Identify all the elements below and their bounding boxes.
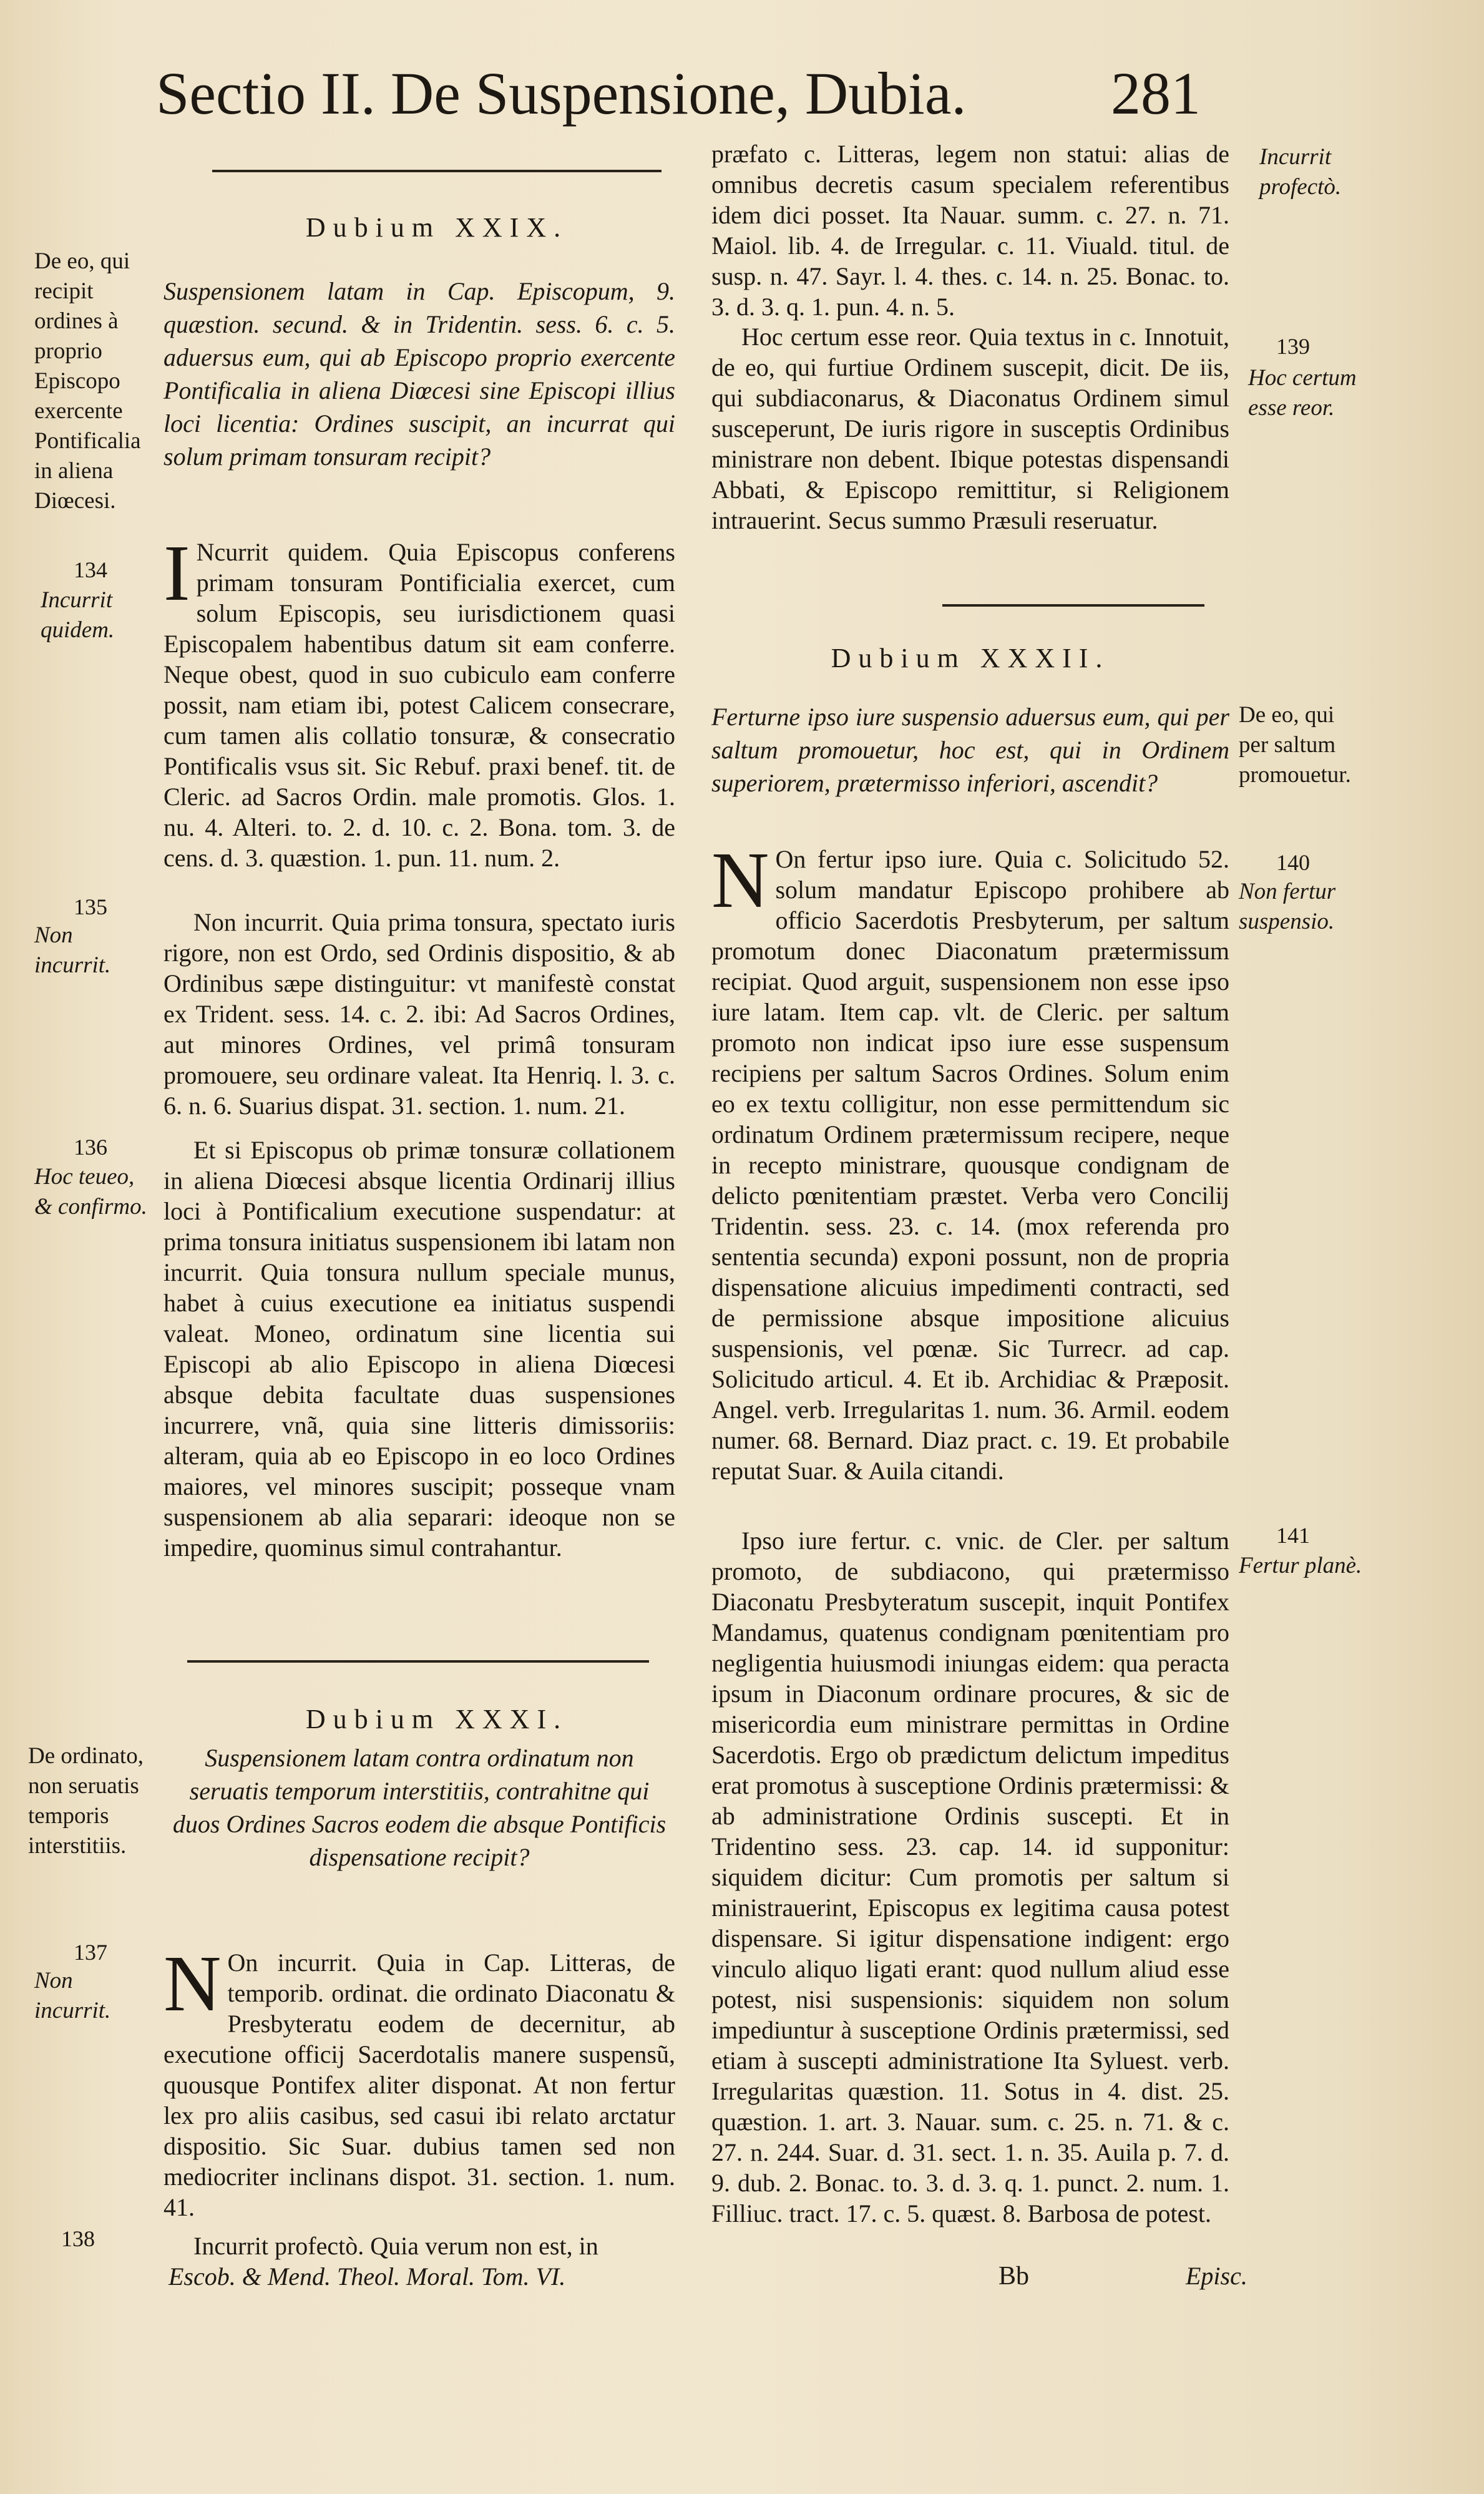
signature-mark: Bb (998, 2262, 1030, 2291)
margin-note-140: Non fertur suspensio. (1239, 879, 1336, 934)
margin-note-dubium-32: De eo, qui per saltum promouetur. (1239, 702, 1351, 788)
margin-note-135: Non incurrit. (34, 922, 111, 978)
drop-cap-n-2: N (711, 836, 769, 924)
dubium-29-lemma: Suspensionem latam in Cap. Episcopum, 9. quæstion. secund. & in Tridentin. sess. 6. c. 5. aduersus eum, qui ab Episcopo proprio exercente Pontificalia in aliena Diœcesi sine Episcopi illius loci licentia: Ordines suscipit, an incurrat qui solum primam tonsuram recipit? (164, 277, 675, 471)
margin-number-139: 139 (1276, 334, 1310, 359)
dubium-31-paragraph-2: Incurrit profectò. Quia verum non est, in (193, 2232, 598, 2260)
margin-note-136: Hoc teueo, & confirmo. (34, 1164, 147, 1220)
dubium-29-paragraph-3: Et si Episcopus ob primæ tonsuræ collationem in aliena Diœcesi absque licentia Ordinarij illius loci à Pontificalium executione suspendatur: at prima tonsura initiatus suspensionem ibi latam non incurrit. Quia tonsura nullum speciale munus, habet à cuius executione ea initiatus suspendi valeat. Moneo, ordinatum sine licentia sui Episcopi ab alio Episcopo in aliena Diœcesi absque debita facultate duas suspensiones incurrere, vnã, quia sine litteris dimissoriis: alteram, quia ab eo Episcopo in eo loco Ordines maiores, vel minores suscipit; posseque vnam suspensionem ab alia separari: ideoque non se impedire, quominus simul contrahantur. (164, 1136, 675, 1562)
catchword: Episc. (1186, 2262, 1247, 2290)
dubium-29-heading: Dubium XXIX. (305, 212, 569, 243)
dubium-32-heading: Dubium XXXII. (831, 643, 1110, 673)
margin-note-139: Hoc certum esse reor. (1248, 365, 1357, 421)
running-header (156, 59, 1279, 128)
dubium-31-paragraph-1: N On incurrit. Quia in Cap. Litteras, de temporib. ordinat. die ordinato Diaconatu & Presbyteratu eodem de decernitur, ab executione officij Sacerdotalis manere suspensũ, quousque Pontifex aliter disponat. At non fertur lex pro aliis casibus, sed casui ibi relato arctatur dispositio. Sic Suar. dubius tamen sed non mediocriter inclinans dispot. 31. section. 1. num. 41. (164, 1939, 675, 2221)
running-head-title: Sectio II. De Suspensione, Dubia. (156, 60, 967, 127)
margin-number-135: 135 (74, 894, 107, 919)
margin-note-141: Fertur planè. (1239, 1553, 1362, 1578)
margin-note-incurrit: Incurrit profectò. (1259, 144, 1342, 200)
margin-note-dubium-29: De eo, qui recipit ordines à proprio Episcopo exercente Pontificalia in aliena Diœcesi. (34, 248, 141, 514)
footer-book-line: Escob. & Mend. Theol. Moral. Tom. VI. (168, 2262, 566, 2291)
margin-note-134: Incurrit quidem. (41, 587, 115, 643)
dubium-32-paragraph-2: Ipso iure fertur. c. vnic. de Cler. per saltum promoto, de subdiacono, qui prætermisso Diaconatu Presbyteratum suscepit, inquit Pontifex Mandamus, quatenus condignam pœnitentiam pro negligentia huiusmodi iniungas eidem: qua peracta ipsum in Diaconum ordinare procures, & sic de misericordia eum ministrare permittas in Ordine Sacerdotis. Ergo ob prædictum delictum impeditus erat promotus à susceptione Ordinis prætermissi: & ab administratione Ordinis suscepti. Et in Tridentino sess. 23. cap. 14. id supponitur: siquidem dicitur: Cum promotis per saltum si ministrauerint, Episcopus ex legitima causa potest dispensare. Si igitur dispensatione indigent: ergo vinculo aliquo ligati erant: quod nullum aliud esse potest, nisi suspensionis: siquidem non solum impediuntur à susceptione Ordinis prætermissi, sed etiam à suscepti administratione Ita Syluest. verb. Irregularitas quæstion. 11. Sotus in 4. dist. 25. quæstion. 1. art. 3. Nauar. sum. c. 25. n. 71. & c. 27. n. 244. Suar. d. 31. sect. 1. n. 35. Auila p. 7. d. 9. dub. 2. Bonac. to. 3. d. 3. q. 1. punct. 2. num. 1. Filliuc. tract. 17. c. 5. quæst. 8. Barbosa de potest. (711, 1527, 1229, 2227)
section-rule-right (942, 604, 1204, 607)
margin-number-138: 138 (61, 2226, 95, 2251)
page-number: 281 (1111, 60, 1201, 127)
margin-number-136: 136 (74, 1135, 107, 1160)
continued-paragraph: præfato c. Litteras, legem non statui: alias de omnibus decretis casum specialem referentibus idem dici posset. Ita Nauar. summ. c. 27. n. 71. Maiol. lib. 4. de Irregular. c. 11. Viuald. titul. de susp. n. 47. Sayr. l. 4. thes. c. 14. n. 25. Bonac. to. 3. d. 3. q. 1. pun. 4. n. 5. (711, 140, 1229, 321)
dubium-31-lemma: Suspensionem latam contra ordinatum non seruatis temporum interstitiis, contrahitne qui duos Ordines Sacros eodem die absque Pontificis dispensatione recipit? (172, 1744, 666, 1871)
dubium-29-paragraph-2: Non incurrit. Quia prima tonsura, spectato iuris rigore, non est Ordo, sed Ordinis dispositio, & ab Ordinibus sæpe distinguitur: vt manifestè constat ex Trident. sess. 14. c. 2. ibi: Ad Sacros Ordines, aut minores Ordines, vel primâ tonsuram promouere, seu ordinare valeat. Ita Henriq. l. 3. c. 6. n. 6. Suarius dispat. 31. section. 1. num. 21. (164, 908, 675, 1120)
margin-number-140: 140 (1276, 850, 1310, 875)
dubium-32-lemma: Ferturne ipso iure suspensio aduersus eum, qui per saltum promouetur, hoc est, qui in Ordinem superiorem, prætermisso inferiori, ascendit? (711, 703, 1229, 797)
paragraph-hoc-certum: Hoc certum esse reor. Quia textus in c. Innotuit, de eo, qui furtiue Ordinem suscepit, dicit. De iis, qui subdiaconarus, & Diaconatus Ordinem simul susceperunt, De iuris rigore in susceptis Ordinibus ministrare non debent. Ibique potestas dispensandi Abbati, & Episcopo remittitur, si Religionem intrauerint. Secus summo Præsuli reseruatur. (711, 323, 1229, 534)
dubium-31-heading: Dubium XXXI. (305, 1704, 569, 1734)
drop-cap-n: N (164, 1939, 222, 2028)
margin-number-137: 137 (74, 1940, 107, 1965)
margin-note-dubium-31: De ordinato, non seruatis temporis interstitiis. (28, 1743, 144, 1859)
margin-number-141: 141 (1276, 1523, 1310, 1548)
dubium-29-paragraph-1: I Ncurrit quidem. Quia Episcopus conferens primam tonsuram Pontificialia exercet, cum solum Episcopis, seu iurisdictionem quasi Episcopalem habentibus datum sit eam conferre. Neque obest, quod in suo cubiculo eam conferre possit, nam etiam ibi, potest Calicem consecrare, cum tamen alis collatio tonsuræ, & consecratio Pontificalis vsus sit. Sic Rebuf. praxi benef. tit. de Cleric. ad Sacros Ordin. male promotis. Glos. 1. nu. 4. Alteri. to. 2. d. 10. c. 2. Bona. tom. 3. de cens. d. 3. quæstion. 1. pun. 11. num. 2. (164, 529, 675, 872)
column-rule-top-left (212, 170, 661, 172)
dubium-32-paragraph-1: N On fertur ipso iure. Quia c. Solicitudo 52. solum mandatur Episcopo prohibere ab officio Sacerdotis Presbyterum, per saltum promotum donec Diaconatum prætermissum recipiat. Quod arguit, suspensionem non esse ipso iure latam. Item cap. vlt. de Cleric. per saltum promoto non indicat ipso iure esse suspensum recipiens per saltum Sacros Ordines. Solum enim eo ex textu colligitur, non esse permittendum sic ordinatum Ordinem prætermissum recipere, neque in recepto ministrare, quousque condignam de delicto pœnitentiam præstet. Verba vero Concilij Tridentin. sess. 23. c. 14. (mox referenda pro sententia secunda) exponi possunt, non de propria dispensatione alicuius impedimenti contracti, sed de permissione absque impositione alicuius suspensionis, vel pœnæ. Sic Turrecr. ad cap. Solicitudo articul. 4. Et ib. Archidiac & Præposit. Angel. verb. Irregularitas 1. num. 36. Armil. eodem numer. 68. Bernard. Diaz pract. c. 19. Et probabile reputat Suar. & Auila citandi. (711, 836, 1229, 1485)
drop-cap-i: I (164, 529, 190, 617)
margin-number-134: 134 (74, 557, 107, 582)
margin-note-137: Non incurrit. (34, 1968, 111, 2023)
section-rule-left (187, 1660, 649, 1663)
